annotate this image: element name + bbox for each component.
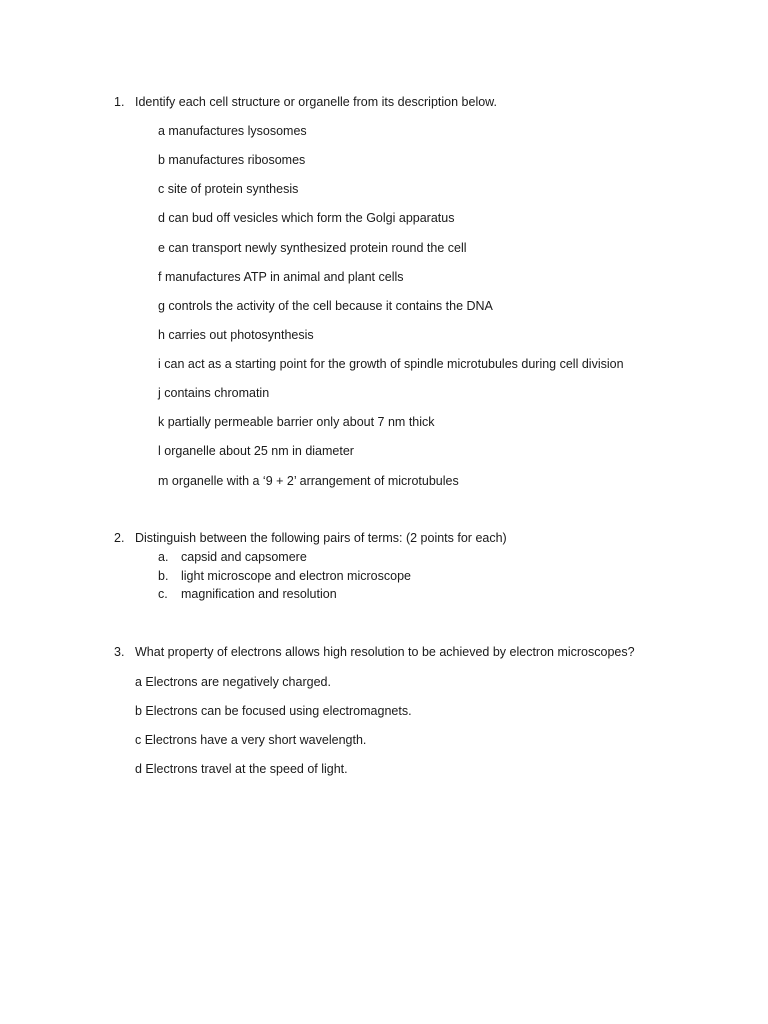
list-item: g controls the activity of the cell because it contains the DNA xyxy=(158,299,493,313)
question-number: 1. xyxy=(114,95,125,109)
answer-option: a Electrons are negatively charged. xyxy=(135,675,331,689)
subitem-text: magnification and resolution xyxy=(181,587,337,601)
question-text: Identify each cell structure or organelle from its description below. xyxy=(135,95,497,109)
list-item: j contains chromatin xyxy=(158,386,270,400)
question-number: 2. xyxy=(114,531,125,545)
list-item: i can act as a starting point for the growth of spindle microtubules during cell division xyxy=(158,357,624,371)
list-item: a manufactures lysosomes xyxy=(158,124,307,138)
list-item: h carries out photosynthesis xyxy=(158,328,314,342)
question-number: 3. xyxy=(114,645,125,659)
subitem-letter: c. xyxy=(158,587,168,601)
subitem-letter: a. xyxy=(158,550,169,564)
list-item: b manufactures ribosomes xyxy=(158,153,306,167)
answer-option: b Electrons can be focused using electromagnets. xyxy=(135,704,412,718)
question-text: Distinguish between the following pairs of terms: (2 points for each) xyxy=(135,531,507,545)
list-item: c site of protein synthesis xyxy=(158,182,299,196)
subitem-text: light microscope and electron microscope xyxy=(181,569,411,583)
list-item: k partially permeable barrier only about 7 nm thick xyxy=(158,415,435,429)
list-item: e can transport newly synthesized protein round the cell xyxy=(158,241,467,255)
answer-option: d Electrons travel at the speed of light. xyxy=(135,762,348,776)
subitem-text: capsid and capsomere xyxy=(181,550,307,564)
list-item: m organelle with a ‘9 + 2’ arrangement of microtubules xyxy=(158,474,459,488)
subitem-letter: b. xyxy=(158,569,169,583)
answer-option: c Electrons have a very short wavelength. xyxy=(135,733,367,747)
question-text: What property of electrons allows high resolution to be achieved by electron microscopes? xyxy=(135,645,635,659)
list-item: l organelle about 25 nm in diameter xyxy=(158,444,354,458)
list-item: f manufactures ATP in animal and plant cells xyxy=(158,270,404,284)
list-item: d can bud off vesicles which form the Golgi apparatus xyxy=(158,211,455,225)
